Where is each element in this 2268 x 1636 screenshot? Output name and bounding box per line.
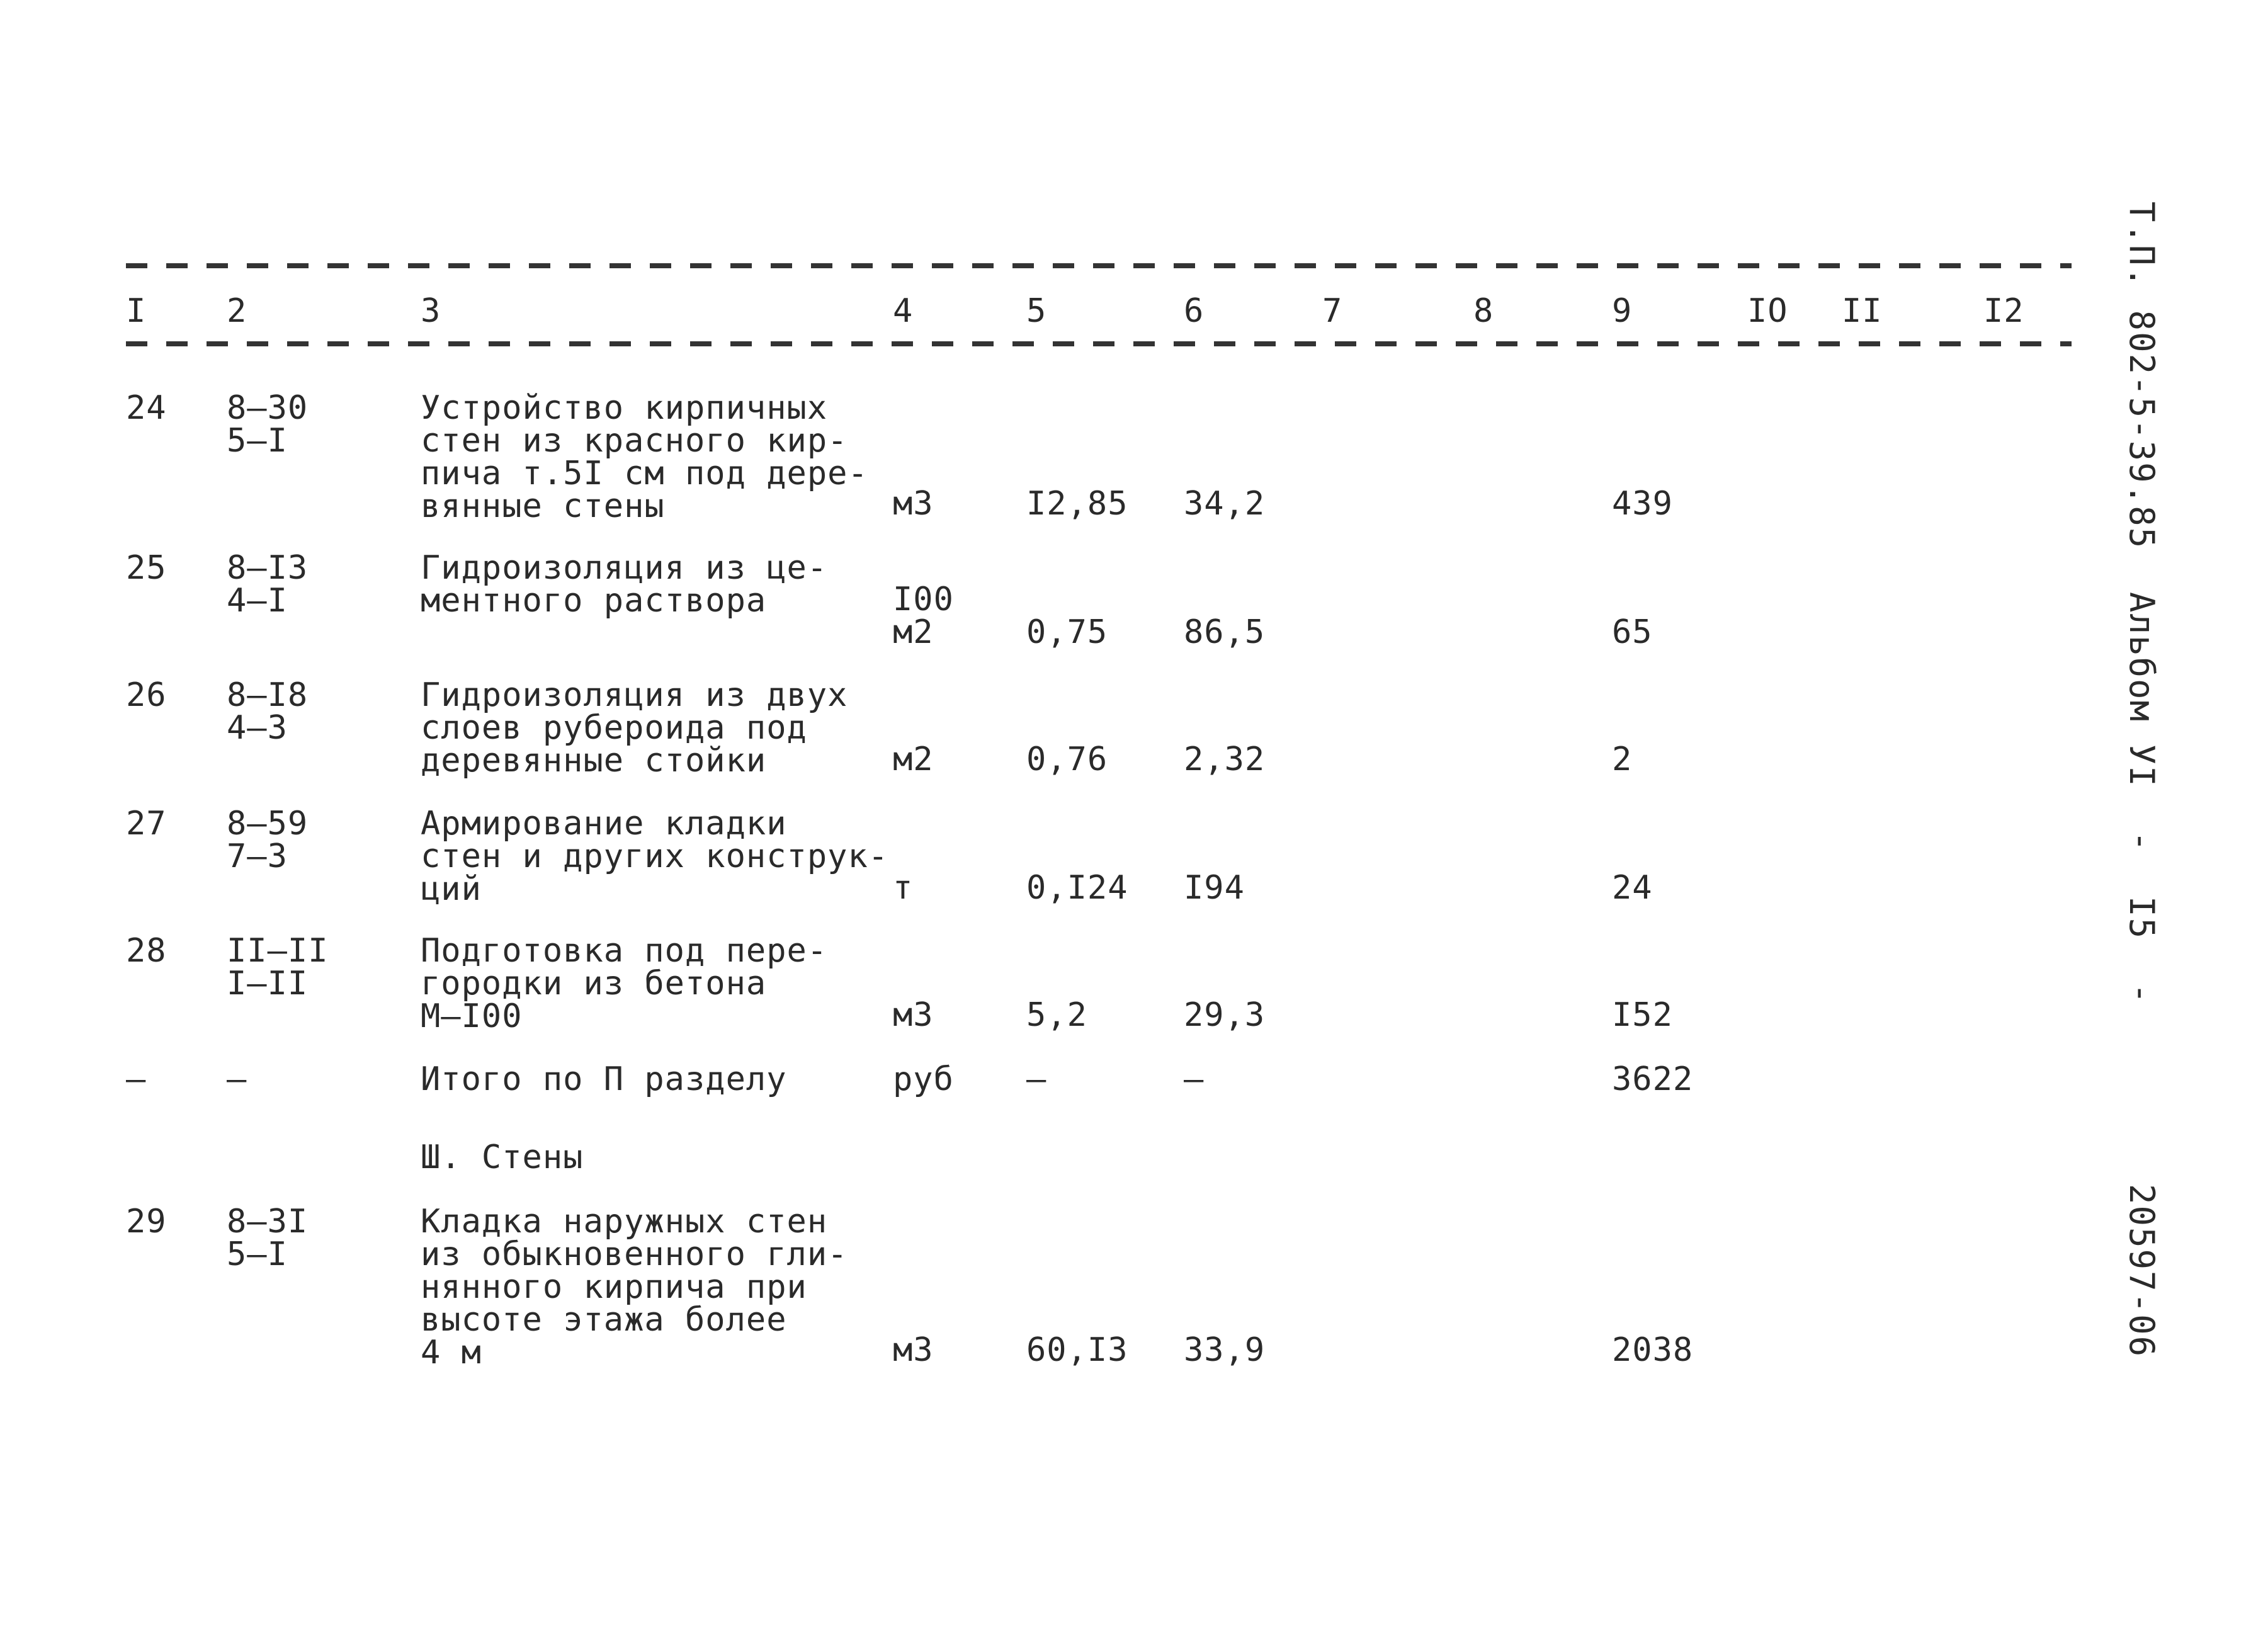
unit: м3 xyxy=(893,996,934,1034)
unit-price: 29,3 xyxy=(1184,996,1266,1034)
work-description: Устройство кирпичных стен из красного кир- пича т.5I см под дере- вянные стены xyxy=(421,389,868,525)
quantity: 5,2 xyxy=(1026,996,1087,1034)
col-header-4: 4 xyxy=(893,292,914,330)
work-description: Кладка наружных стен из обыкновенного гли- нянного кирпича при высоте этажа более 4 м xyxy=(421,1203,848,1372)
unit-price: 86,5 xyxy=(1184,613,1266,651)
col-header-9: 9 xyxy=(1612,292,1633,330)
unit: руб xyxy=(893,1060,954,1098)
col-header-5: 5 xyxy=(1026,292,1047,330)
row-number: 29 xyxy=(126,1203,167,1241)
row-number: – xyxy=(126,1060,147,1098)
work-description: Подготовка под пере- городки из бетона М–I00 xyxy=(421,932,828,1035)
quantity: – xyxy=(1026,1060,1047,1098)
row-number: 26 xyxy=(126,676,167,714)
col-header-7: 7 xyxy=(1322,292,1343,330)
norm-code: 8–I3 4–I xyxy=(227,549,309,620)
col-header-2: 2 xyxy=(227,292,247,330)
norm-code: – xyxy=(227,1060,247,1098)
header-top-rule xyxy=(126,263,2072,268)
subtotal-label: Итого по П разделу xyxy=(421,1060,787,1098)
unit-price: 34,2 xyxy=(1184,485,1266,523)
norm-code: 8–30 5–I xyxy=(227,389,309,460)
total-cost: 24 xyxy=(1612,869,1653,907)
unit: м2 xyxy=(893,741,934,778)
norm-code: 8–59 7–3 xyxy=(227,805,309,875)
col-header-11: II xyxy=(1842,292,1883,330)
row-number: 28 xyxy=(126,932,167,970)
row-number: 27 xyxy=(126,805,167,843)
work-description: Гидроизоляция из це- ментного раствора xyxy=(421,549,828,620)
total-cost: 65 xyxy=(1612,613,1653,651)
unit-price: I94 xyxy=(1184,869,1245,907)
quantity: I2,85 xyxy=(1026,485,1128,523)
col-header-8: 8 xyxy=(1473,292,1494,330)
quantity: 0,I24 xyxy=(1026,869,1128,907)
row-number: 24 xyxy=(126,389,167,427)
total-cost: I52 xyxy=(1612,996,1673,1034)
col-header-1: I xyxy=(126,292,147,330)
unit: I00 м2 xyxy=(893,581,954,651)
quantity: 0,75 xyxy=(1026,613,1108,651)
col-header-12: I2 xyxy=(1983,292,2024,330)
col-header-3: 3 xyxy=(421,292,441,330)
col-header-6: 6 xyxy=(1184,292,1205,330)
section-heading: Ш. Стены xyxy=(421,1139,584,1176)
quantity: 60,I3 xyxy=(1026,1331,1128,1369)
unit-price: 33,9 xyxy=(1184,1331,1266,1369)
total-cost: 2038 xyxy=(1612,1331,1694,1369)
unit: м3 xyxy=(893,1331,934,1369)
norm-code: 8–I8 4–3 xyxy=(227,676,309,747)
album-reference: Альбом УI - I5 - xyxy=(2122,592,2162,1005)
total-cost: 2 xyxy=(1612,741,1633,778)
unit-price: – xyxy=(1184,1060,1205,1098)
unit-price: 2,32 xyxy=(1184,741,1266,778)
archive-number: 20597-06 xyxy=(2122,1184,2162,1358)
norm-code: 8–3I 5–I xyxy=(227,1203,309,1273)
quantity: 0,76 xyxy=(1026,741,1108,778)
total-cost: 439 xyxy=(1612,485,1673,523)
subtotal-value: 3622 xyxy=(1612,1060,1694,1098)
unit: м3 xyxy=(893,485,934,523)
document-code: Т.П. 802-5-39.85 xyxy=(2122,202,2162,550)
norm-code: II–II I–II xyxy=(227,932,329,1003)
header-bottom-rule xyxy=(126,341,2072,346)
row-number: 25 xyxy=(126,549,167,587)
unit: т xyxy=(893,869,914,907)
col-header-10: IO xyxy=(1747,292,1788,330)
work-description: Гидроизоляция из двух слоев рубероида под деревянные стойки xyxy=(421,676,848,780)
work-description: Армирование кладки стен и других конструк- ций xyxy=(421,805,889,908)
